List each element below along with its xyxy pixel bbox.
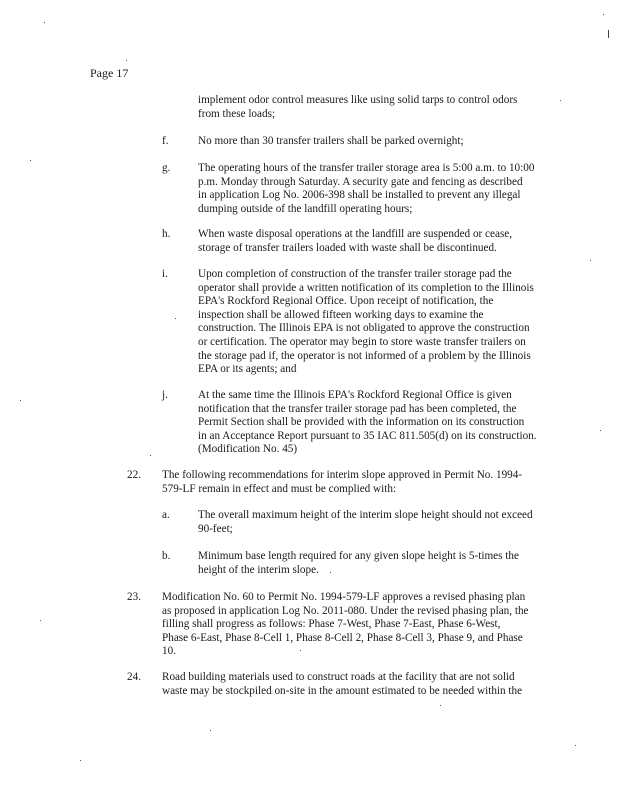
item-h-text [198,228,512,255]
text-line: notification that the transfer trailer storage pad has been completed, the [198,402,517,415]
text-line: No more than 30 transfer trailers shall be parked overnight; [198,135,464,147]
item-g-text [198,162,534,216]
item-f-text [198,135,464,149]
scan-speck [80,760,81,761]
text-line: in an Acceptance Report pursuant to 35 IAC 811.505(d) on its construction. [198,429,537,442]
scan-speck [603,14,604,15]
scan-speck [600,430,601,431]
scan-speck [40,620,41,621]
text-line: The overall maximum height of the interim slope height should not exceed [198,509,533,521]
item-marker-b: b. [162,550,171,562]
scan-speck [20,400,21,401]
item-marker-a: a. [162,509,170,521]
text-line: The operating hours of the transfer trailer storage area is 5:00 a.m. to 10:00 [198,162,535,174]
text-line: Minimum base length required for any given slope height is 5-times the [198,550,519,562]
text-line: 90-feet; [198,522,233,535]
text-line: EPA's Rockford Regional Office. Upon receipt of notification, the [198,295,494,308]
scan-speck [330,572,331,573]
text-line: EPA or its agents; and [198,363,297,376]
text-line: or certification. The operator may begin to store waste transfer trailers on [198,335,526,348]
text-line: 579-LF remain in effect and must be complied with: [162,482,397,495]
item-marker-j: j. [162,389,168,401]
continuation-paragraph [198,94,517,121]
scan-speck [30,160,31,161]
text-line: in application Log No. 2006-398 shall be installed to prevent any illegal [198,189,521,202]
text-line: construction. The Illinois EPA is not obligated to approve the construction [198,322,530,335]
text-line: p.m. Monday through Saturday. A security gate and fencing as described [198,175,523,188]
item-marker-f: f. [162,135,169,147]
text-line: Upon completion of construction of the transfer trailer storage pad the [198,268,512,280]
scan-speck [150,455,151,456]
text-line: Phase 6-East, Phase 8-Cell 1, Phase 8-Cell 2, Phase 8-Cell 3, Phase 9, and Phase [162,631,523,644]
text-line: Permit Section shall be provided with the information on its construction [198,416,525,429]
scan-speck [440,705,441,706]
text-line: storage of transfer trailers loaded with waste shall be discontinued. [198,241,497,254]
text-line: implement odor control measures like using solid tarps to control odors [198,94,518,106]
text-line: Road building materials used to construct roads at the facility that are not solid [162,671,515,683]
scan-speck [44,22,45,23]
text-line: operator shall provide a written notification of its completion to the Illinois [198,281,534,294]
text-line: At the same time the Illinois EPA's Rockford Regional Office is given [198,389,512,401]
condition-22-text [162,469,522,496]
condition-number-23: 23. [127,591,141,603]
text-line: inspection shall be allowed fifteen working days to examine the [198,308,484,321]
scan-speck [300,650,301,651]
text-line: as proposed in application Log No. 2011-080. Under the revised phasing plan, the [162,604,529,617]
scan-speck [590,260,591,261]
scan-artifact [608,30,609,38]
text-line: from these loads; [198,107,276,120]
item-i-text [198,268,534,377]
item-marker-h: h. [162,228,171,240]
text-line: filling shall progress as follows: Phase 7-West, Phase 7-East, Phase 6-West, [162,618,501,631]
condition-23-text [162,591,529,659]
scan-speck [575,745,576,746]
scan-speck [210,730,211,731]
item-b-text [198,550,519,577]
scan-speck [175,318,176,319]
text-line: (Modification No. 45) [198,443,298,456]
text-line: The following recommendations for interim slope approved in Permit No. 1994- [162,469,523,481]
condition-number-22: 22. [127,469,141,481]
text-line: height of the interim slope. [198,563,319,576]
text-line: When waste disposal operations at the landfill are suspended or cease, [198,228,513,240]
text-line: the storage pad if, the operator is not informed of a problem by the Illinois [198,349,531,362]
text-line: dumping outside of the landfill operating hours; [198,202,413,215]
scan-speck [126,60,127,61]
item-marker-g: g. [162,162,171,174]
text-line: Modification No. 60 to Permit No. 1994-579-LF approves a revised phasing plan [162,591,526,603]
item-marker-i: i. [162,268,168,280]
text-line: 10. [162,645,176,658]
page-number: Page 17 [90,66,129,80]
item-j-text [198,389,537,457]
text-line: waste may be stockpiled on-site in the amount estimated to be needed within the [162,684,523,697]
scan-speck [560,100,561,101]
item-a-text [198,509,533,536]
condition-number-24: 24. [127,671,141,683]
condition-24-text [162,671,522,698]
